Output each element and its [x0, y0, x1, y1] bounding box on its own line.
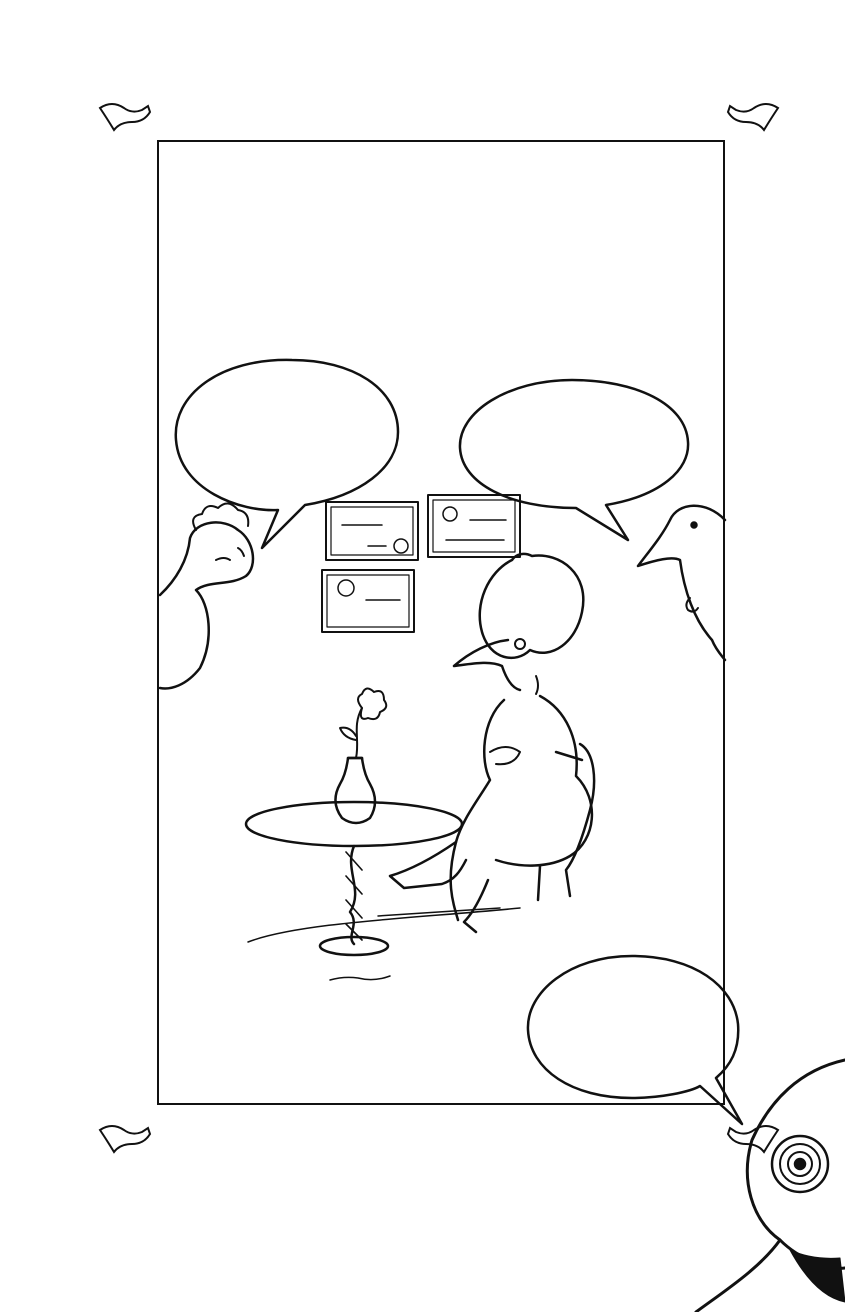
- certificate-frame: [428, 495, 520, 557]
- speech-bubble-right: [460, 380, 688, 540]
- speech-bubble-left: [176, 360, 398, 548]
- certificate-frame: [326, 502, 418, 560]
- right-bird-peeking: [638, 506, 725, 660]
- armchair: [538, 744, 594, 900]
- vase: [335, 758, 375, 823]
- certificate-frame: [322, 570, 414, 632]
- speech-bubble-bottom: [528, 956, 742, 1124]
- left-bird-peeking: [160, 522, 253, 688]
